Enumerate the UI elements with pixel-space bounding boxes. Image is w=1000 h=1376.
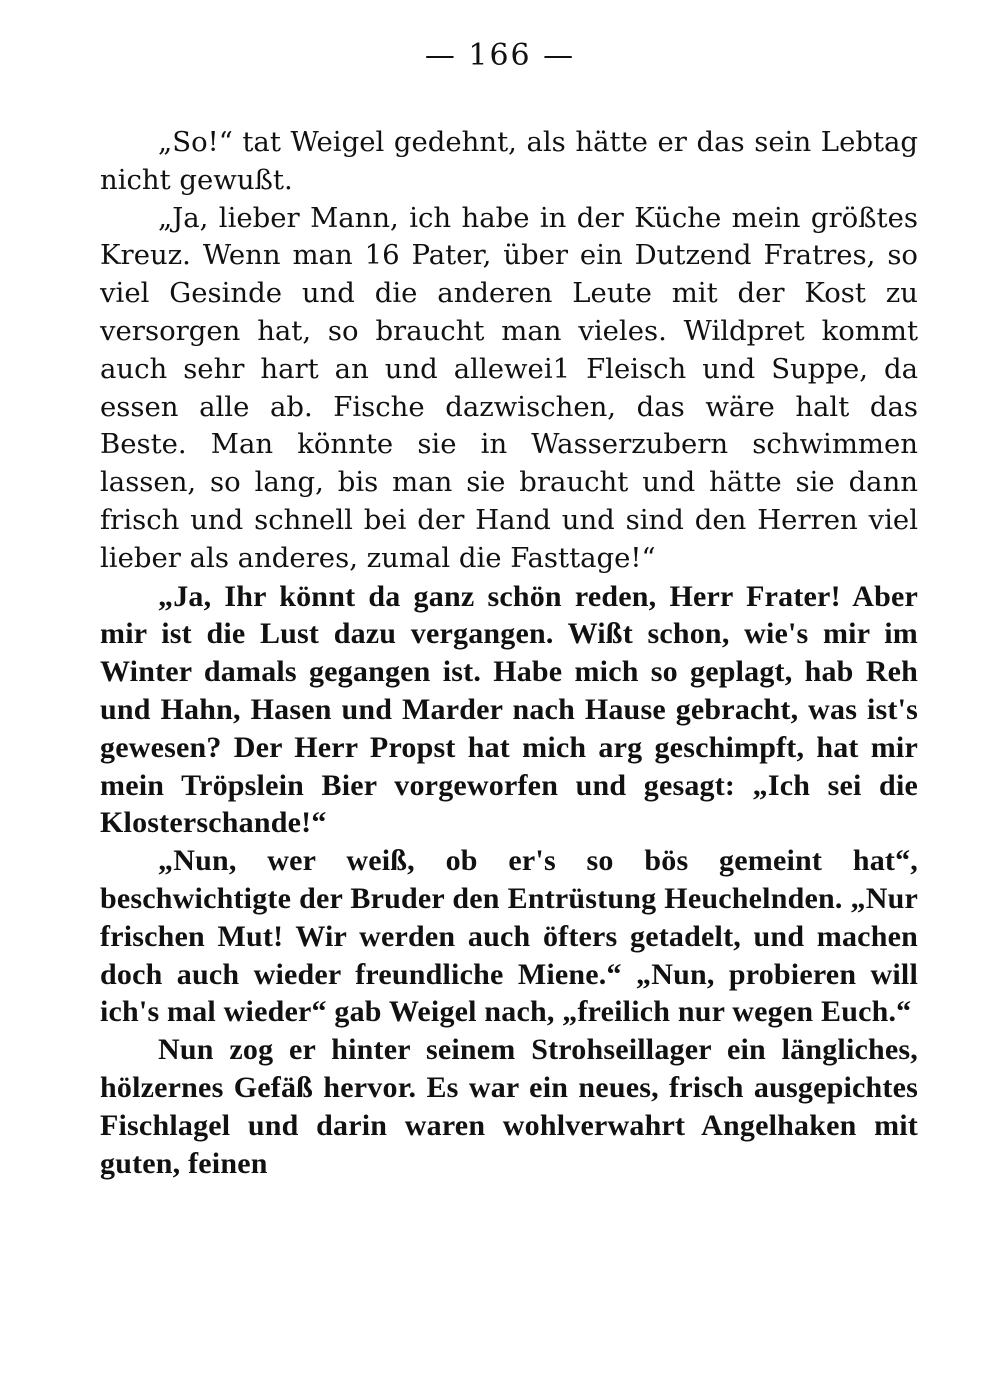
page-number: — 166 — — [424, 38, 576, 73]
paragraph: Nun zog er hinter seinem Strohseillager ein längliches, hölzernes Gefäß hervor. Es war ein neues, frisch ausgepichtes Fischlagel und darin waren wohlverwahrt Angelhaken mit guten, feinen — [100, 1033, 918, 1180]
paragraph: „Ja, lieber Mann, ich habe in der Küche mein größtes Kreuz. Wenn man 16 Pater, über ein Dutzend Fratres, so viel Gesinde und die anderen Leute mit der Kost zu versorgen hat, so braucht man vieles. Wildpret kommt auch sehr hart an und allewei1 Fleisch und Suppe, da essen alle ab. Fische dazwischen, das wäre halt das Beste. Man könnte sie in Wasserzubern schwimmen lassen, so lang, bis man sie braucht und hätte sie dann frisch und schnell bei der Hand und sind den Herren viel lieber als anderes, zumal die Fasttage!“ — [100, 201, 918, 574]
paragraph: „Nun, wer weiß, ob er's so bös gemeint hat“, beschwichtigte der Bruder den Entrüstung Heuchelnden. „Nur frischen Mut! Wir werden auch öfters getadelt, und machen doch auch wieder freundliche Miene.“ „Nun, probieren will ich's mal wieder“ gab Weigel nach, „freilich nur wegen Euch.“ — [100, 844, 918, 1029]
page-body-text — [100, 124, 918, 1182]
paragraph: „Ja, Ihr könnt da ganz schön reden, Herr Frater! Aber mir ist die Lust dazu vergangen. Wißt schon, wie's mir im Winter damals gegangen ist. Habe mich so geplagt, hab Reh und Hahn, Hasen und Marder nach Hause gebracht, was ist's gewesen? Der Herr Propst hat mich arg geschimpft, hat mir mein Tröpslein Bier vorgeworfen und gesagt: „Ich sei die Klosterschande!“ — [100, 579, 918, 840]
paragraph: „So!“ tat Weigel gedehnt, als hätte er das sein Lebtag nicht gewußt. — [100, 126, 918, 196]
